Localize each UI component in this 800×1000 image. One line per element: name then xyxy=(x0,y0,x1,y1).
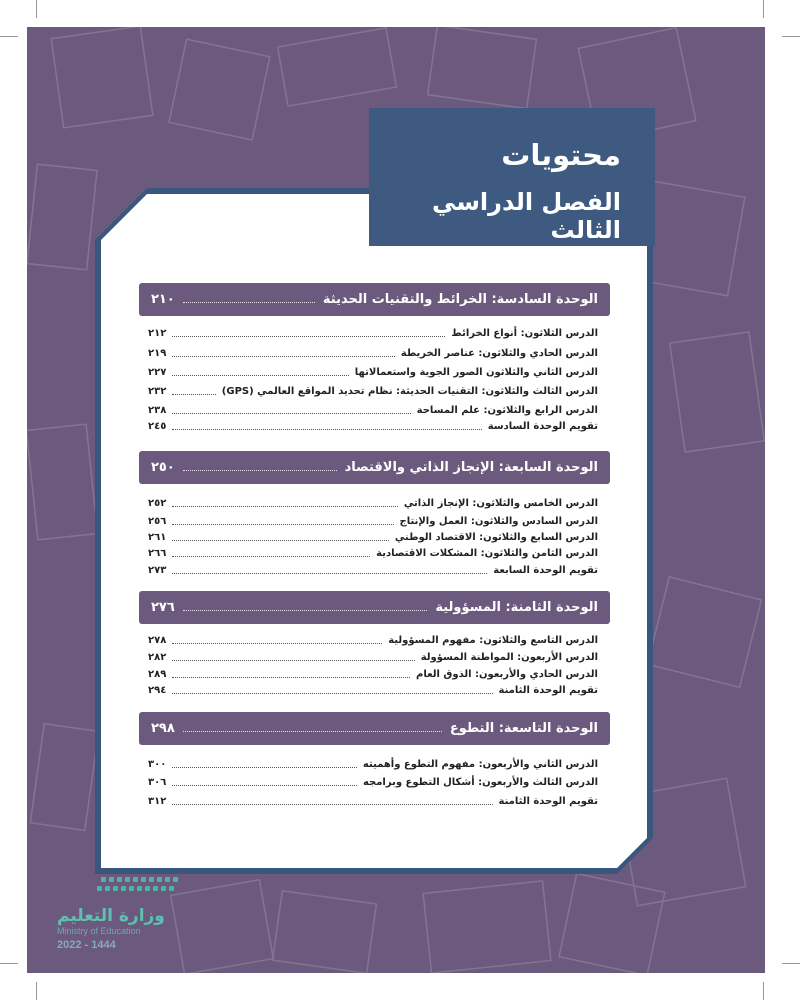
toc-item[interactable] xyxy=(148,419,598,434)
toc-item[interactable] xyxy=(148,346,598,361)
logo-english-text: Ministry of Education xyxy=(57,926,141,936)
toc-item-page: ٢١٩ xyxy=(148,348,167,359)
toc-item-title: الدرس الثالث والأربعون: أشكال التطوع وبرامجه xyxy=(362,777,598,788)
toc-item[interactable] xyxy=(148,514,598,529)
toc-item-page: ٢٣٢ xyxy=(148,386,167,397)
unit-page-number: ٢٥٠ xyxy=(151,460,175,475)
dot-leader xyxy=(183,470,337,471)
toc-item-title: الدرس الثاني والثلاثون الصور الجوية واستعمالاتها xyxy=(354,367,598,378)
toc-item-title: الدرس الثالث والثلاثون: التقنيات الحديثة: نظام تحديد المواقع العالمي (GPS) xyxy=(221,386,598,397)
toc-item-title: تقويم الوحدة السادسة xyxy=(487,421,598,432)
toc-item-title: الدرس الحادي والأربعون: الذوق العام xyxy=(416,669,598,680)
toc-item[interactable] xyxy=(148,775,598,790)
dot-leader xyxy=(172,677,410,678)
toc-item-title: الدرس الأربعون: المواطنة المسؤولة xyxy=(420,652,598,663)
toc-item-page: ٣١٢ xyxy=(148,796,167,807)
toc-item-page: ٢٦٦ xyxy=(148,548,167,559)
dot-leader xyxy=(183,610,428,611)
toc-item-page: ٢١٢ xyxy=(148,328,167,339)
dot-leader xyxy=(183,731,442,732)
dot-leader xyxy=(172,804,492,805)
toc-item-page: ٢٩٤ xyxy=(148,685,167,696)
header-box xyxy=(369,108,655,246)
toc-item-page: ٢٨٩ xyxy=(148,669,167,680)
toc-item-title: تقويم الوحدة الثامنة xyxy=(498,685,598,696)
dot-leader xyxy=(172,429,481,430)
unit-title: الوحدة التاسعة: التطوع xyxy=(449,721,598,736)
dot-leader xyxy=(172,573,487,574)
crop-mark xyxy=(0,36,18,37)
crop-mark xyxy=(782,36,800,37)
unit-page-number: ٢٩٨ xyxy=(151,721,175,736)
toc-item-title: الدرس السابع والثلاثون: الاقتصاد الوطني xyxy=(394,532,598,543)
toc-item[interactable] xyxy=(148,496,598,511)
toc-item-title: الدرس الحادي والثلاثون: عناصر الخريطة xyxy=(400,348,598,359)
page-subtitle: الفصل الدراسي الثالث xyxy=(432,188,621,244)
toc-item-title: الدرس السادس والثلاثون: العمل والإنتاج xyxy=(399,516,598,527)
toc-item[interactable] xyxy=(148,667,598,682)
toc-item-page: ٣٠٦ xyxy=(148,777,167,788)
toc-item-page: ٢٣٨ xyxy=(148,405,167,416)
dot-leader xyxy=(183,302,315,303)
toc-item[interactable] xyxy=(148,650,598,665)
dot-leader xyxy=(172,394,215,395)
toc-item[interactable] xyxy=(148,546,598,561)
unit-heading[interactable] xyxy=(139,591,610,624)
unit-heading[interactable] xyxy=(139,283,610,316)
toc-item[interactable] xyxy=(148,563,598,578)
toc-item-page: ٢٧٣ xyxy=(148,565,167,576)
toc-item-page: ٢٦١ xyxy=(148,532,167,543)
page-title: محتويات xyxy=(501,138,621,172)
toc-item-page: ٢٧٨ xyxy=(148,635,167,646)
crop-mark xyxy=(763,982,764,1000)
unit-page-number: ٢١٠ xyxy=(151,292,175,307)
toc-item-title: الدرس الثلاثون: أنواع الخرائط xyxy=(451,328,598,339)
toc-item-page: ٢٤٥ xyxy=(148,421,167,432)
dot-leader xyxy=(172,524,393,525)
crop-mark xyxy=(36,0,37,18)
toc-item[interactable] xyxy=(148,326,598,341)
toc-item[interactable] xyxy=(148,384,598,399)
unit-heading[interactable] xyxy=(139,451,610,484)
crop-mark xyxy=(763,0,764,18)
logo-year: 2022 - 1444 xyxy=(57,939,116,951)
toc-item[interactable] xyxy=(148,530,598,545)
dot-leader xyxy=(172,356,394,357)
dot-leader xyxy=(172,540,389,541)
dot-leader xyxy=(172,643,382,644)
toc-item[interactable] xyxy=(148,794,598,809)
toc-item[interactable] xyxy=(148,683,598,698)
ministry-logo xyxy=(57,862,207,962)
toc-item-page: ٢٨٢ xyxy=(148,652,167,663)
toc-item-page: ٢٢٧ xyxy=(148,367,167,378)
dot-leader xyxy=(172,660,414,661)
unit-page-number: ٢٧٦ xyxy=(151,600,175,615)
crop-mark xyxy=(0,963,18,964)
dot-leader xyxy=(172,767,357,768)
toc-item-title: الدرس التاسع والثلاثون: مفهوم المسؤولية xyxy=(388,635,598,646)
toc-item-title: تقويم الوحدة الثامنة xyxy=(498,796,598,807)
toc-item-page: ٣٠٠ xyxy=(148,759,167,770)
toc-item[interactable] xyxy=(148,633,598,648)
toc-item[interactable] xyxy=(148,403,598,418)
toc-item-page: ٢٥٢ xyxy=(148,498,167,509)
dot-leader xyxy=(172,556,370,557)
dot-leader xyxy=(172,506,398,507)
toc-item[interactable] xyxy=(148,365,598,380)
toc-item[interactable] xyxy=(148,757,598,772)
dot-leader xyxy=(172,785,357,786)
toc-item-title: الدرس الثاني والأربعون: مفهوم التطوع وأهميته xyxy=(362,759,598,770)
dot-leader xyxy=(172,336,445,337)
toc-item-title: تقويم الوحدة السابعة xyxy=(493,565,598,576)
crop-mark xyxy=(36,982,37,1000)
unit-heading[interactable] xyxy=(139,712,610,745)
unit-title: الوحدة السادسة: الخرائط والتقنيات الحديثة xyxy=(322,292,598,307)
unit-title: الوحدة الثامنة: المسؤولية xyxy=(435,600,598,615)
toc-item-title: الدرس الرابع والثلاثون: علم المساحة xyxy=(416,405,598,416)
logo-arabic-text: وزارة التعليم xyxy=(57,906,165,926)
toc-item-title: الدرس الثامن والثلاثون: المشكلات الاقتصادية xyxy=(376,548,598,559)
dot-leader xyxy=(172,413,410,414)
crop-mark xyxy=(782,963,800,964)
dot-leader xyxy=(172,375,348,376)
dot-leader xyxy=(172,693,492,694)
toc-item-title: الدرس الخامس والثلاثون: الإنجاز الذاتي xyxy=(403,498,598,509)
toc-item-page: ٢٥٦ xyxy=(148,516,167,527)
unit-title: الوحدة السابعة: الإنجاز الذاتي والاقتصاد xyxy=(344,460,598,475)
